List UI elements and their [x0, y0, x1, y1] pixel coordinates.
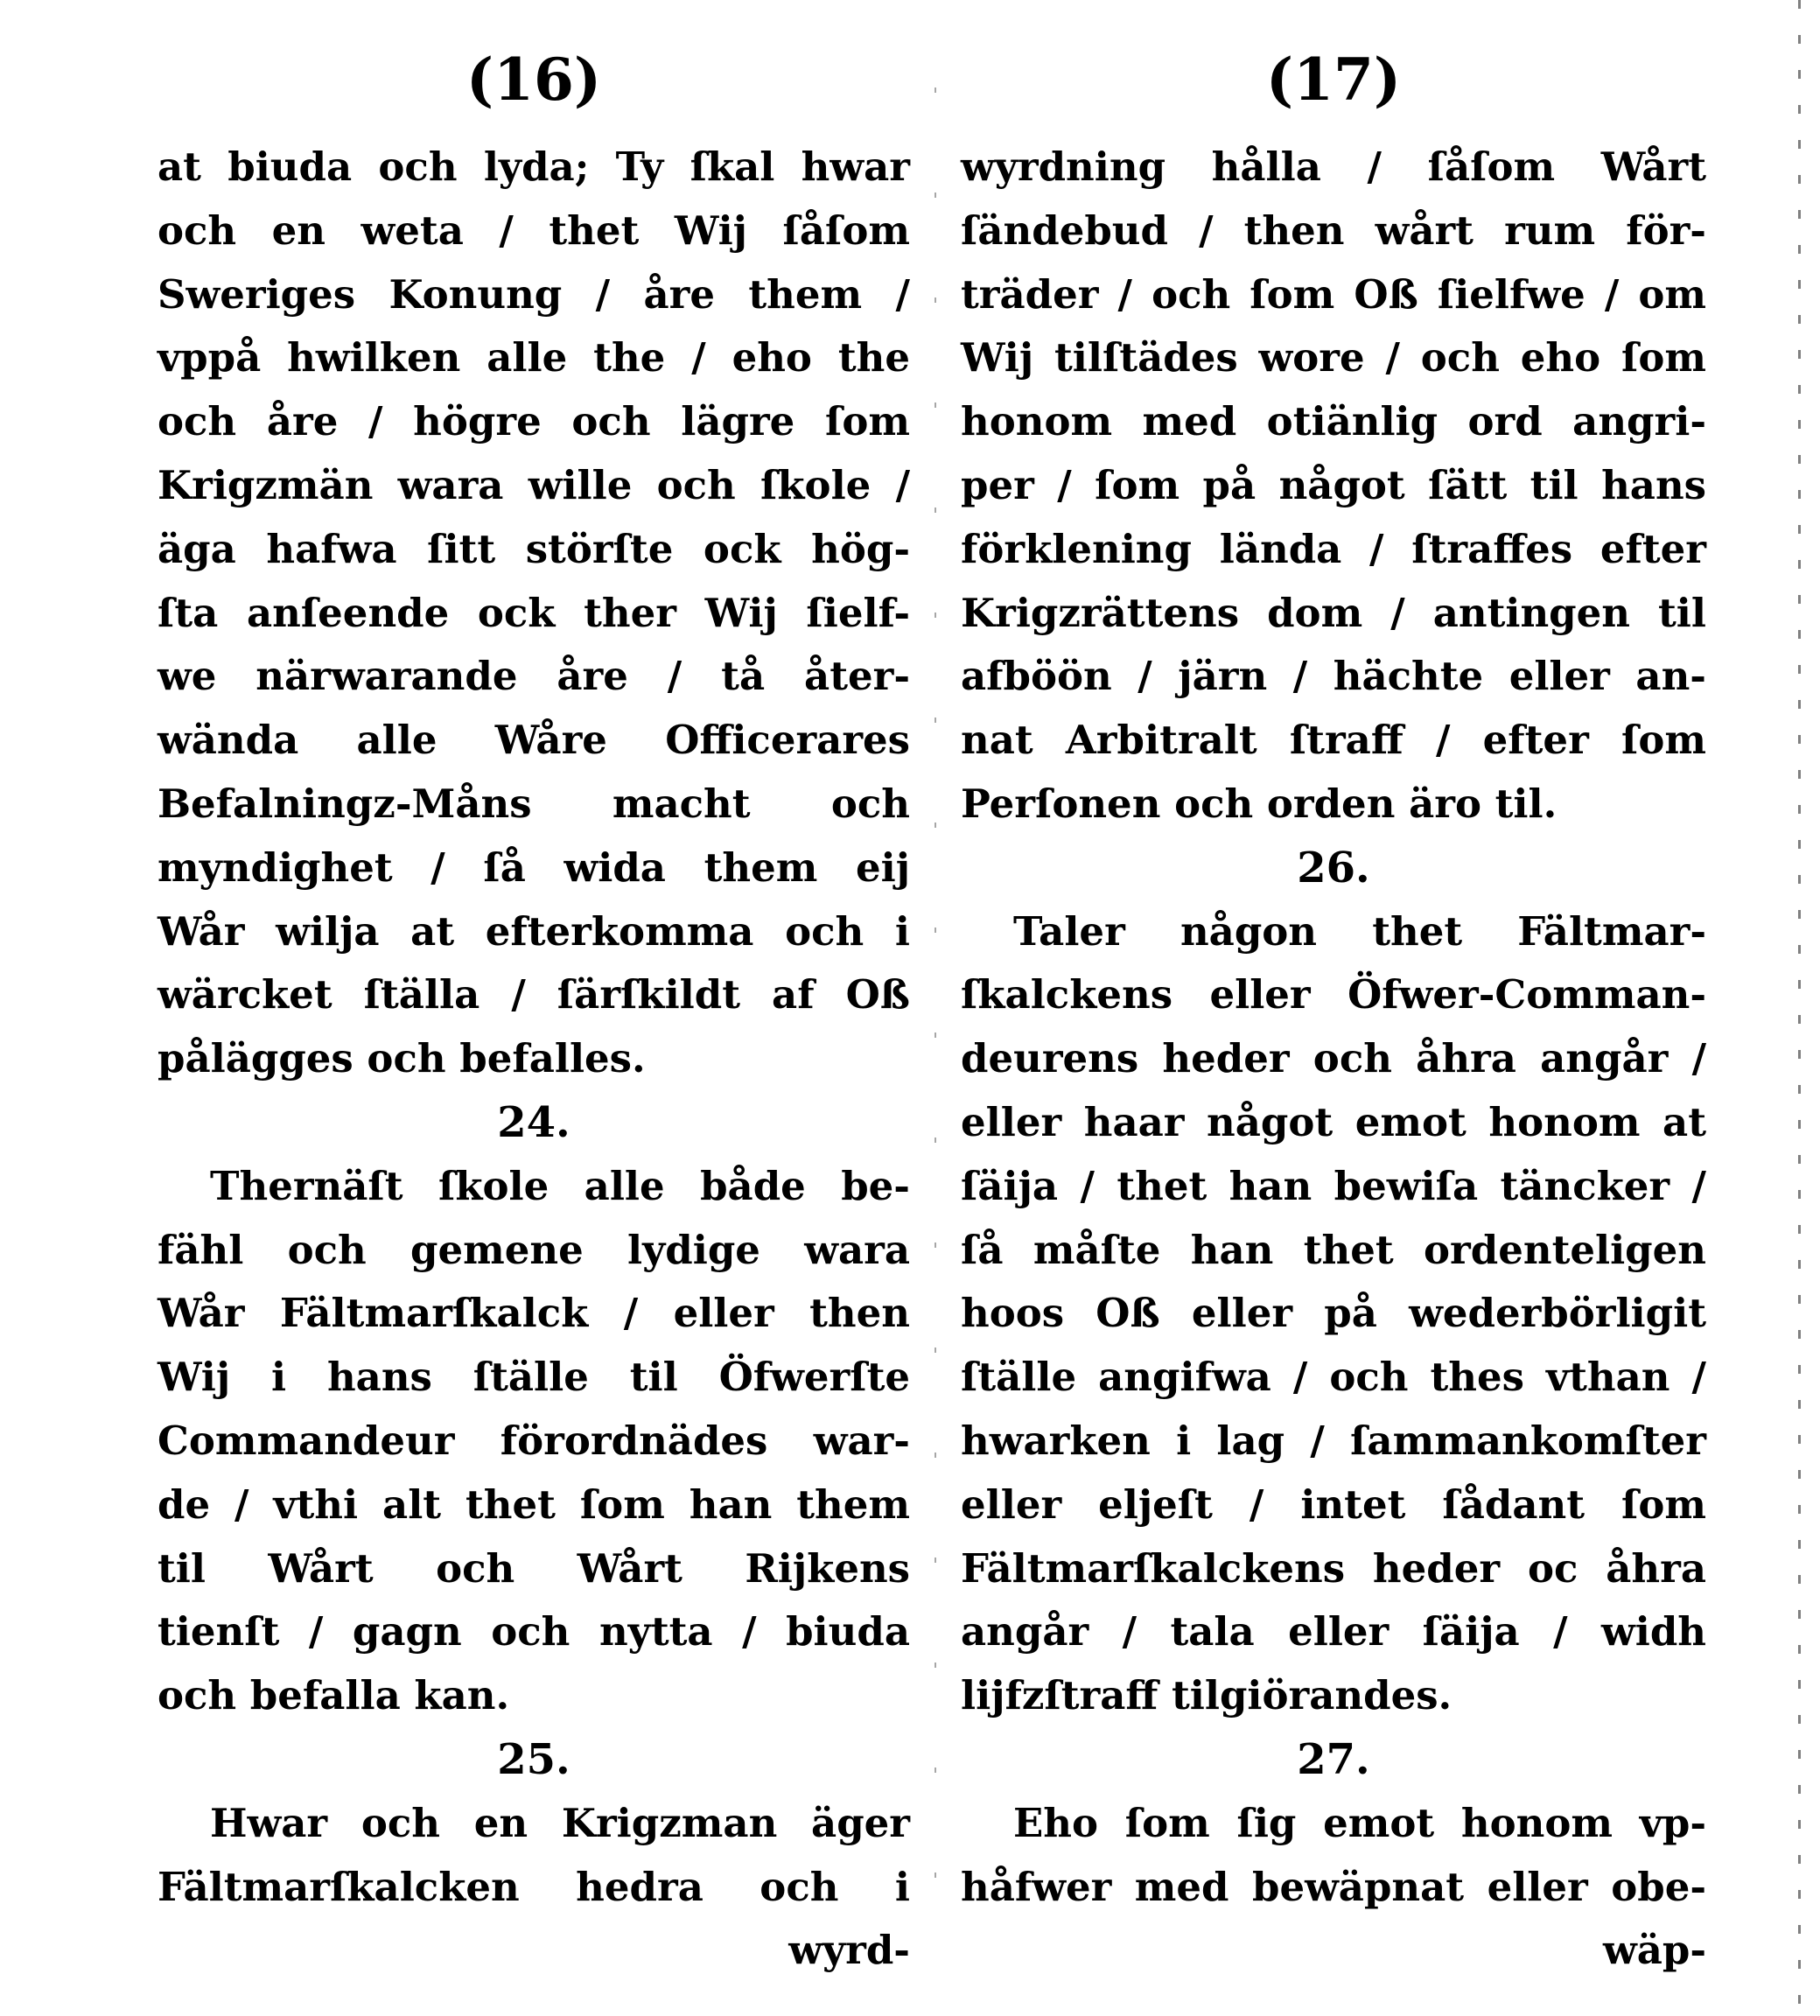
section-number: 25.	[497, 1735, 570, 1784]
text-line: at biuda och lyda; Ty ſkal hwar	[158, 144, 910, 190]
text-line: håfwer med bewäpnat eller obe-	[961, 1863, 1706, 1910]
text-line: pålägges och befalles.	[158, 1035, 646, 1082]
text-line: ſtälle angifwa / och thes vthan /	[961, 1354, 1706, 1401]
gutter-divider	[934, 88, 936, 1925]
section-number: 26.	[1297, 843, 1370, 892]
text-line: myndighet / ſå wida them eij	[158, 844, 910, 891]
text-line: deurens heder och åhra angår /	[961, 1035, 1706, 1082]
text-line: och åre / högre och lägre ſom	[158, 398, 910, 445]
text-line: Taler någon thet Fältmar-	[1013, 907, 1706, 955]
text-line: we närwarande åre / tå åter-	[158, 653, 910, 700]
section-number: 27.	[1297, 1735, 1370, 1784]
text-line: wyrdning hålla / ſåſom Wårt	[961, 144, 1706, 190]
text-line: Wij i hans ſtälle til Öfwerſte	[158, 1354, 910, 1401]
text-line: honom med otiänlig ord angri-	[961, 398, 1706, 445]
text-line: Krigzmän wara wille och ſkole /	[158, 462, 910, 508]
text-line: Hwar och en Krigzman äger	[210, 1799, 910, 1846]
page-number: (16)	[466, 46, 602, 114]
section-number: 24.	[497, 1098, 570, 1147]
text-line: vppå hwilken alle the / eho the	[158, 334, 910, 382]
text-line: Eho ſom ſig emot honom vp-	[1013, 1799, 1706, 1846]
text-line: och befalla kan.	[158, 1672, 510, 1719]
text-line: ſändebud / then wårt rum för-	[961, 206, 1706, 254]
text-line: hoos Oß eller på wederbörligit	[961, 1290, 1706, 1337]
text-line: äga hafwa ſitt störſte ock hög-	[158, 525, 910, 572]
text-line: afböön / järn / hächte eller an-	[961, 653, 1706, 700]
catchword: wäp-	[1602, 1927, 1706, 1974]
text-line: Fältmarſkalckens heder oc åhra	[961, 1544, 1706, 1592]
scan-edge	[1798, 0, 1801, 2016]
text-line: Perſonen och orden äro til.	[961, 780, 1558, 827]
text-line: och en weta / thet Wij ſåſom	[158, 206, 910, 254]
text-line: Wij tilſtädes wore / och eho ſom	[961, 334, 1706, 382]
text-line: Befalningz-Måns macht och	[158, 780, 910, 827]
catchword: wyrd-	[788, 1927, 910, 1974]
text-line: Fältmarſkalcken hedra och i	[158, 1863, 910, 1910]
text-line: Wår wilja at efterkomma och i	[158, 907, 910, 955]
text-line: träder / och ſom Oß ſielfwe / om	[961, 270, 1706, 318]
text-line: Krigzrättens dom / antingen til	[961, 589, 1706, 636]
text-line: til Wårt och Wårt Rijkens	[158, 1544, 910, 1592]
text-line: ſkalckens eller Öfwer-Comman-	[961, 971, 1706, 1018]
text-line: Wår Fältmarſkalck / eller then	[158, 1290, 910, 1337]
text-line: de / vthi alt thet ſom han them	[158, 1480, 910, 1528]
text-line: ſta anſeende ock ther Wij ſielf-	[158, 589, 910, 636]
text-line: ſå måſte han thet ordenteligen	[961, 1226, 1706, 1273]
text-line: Thernäſt ſkole alle både be-	[210, 1162, 910, 1209]
text-line: eller eljeſt / intet ſådant ſom	[961, 1480, 1706, 1528]
text-line: wärcket ſtälla / ſärſkildt af Oß	[158, 971, 910, 1018]
right-page	[961, 0, 1706, 2016]
text-line: hwarken i lag / ſammankomſter	[961, 1418, 1706, 1464]
text-line: fähl och gemene lydige wara	[158, 1226, 910, 1273]
text-line: per / ſom på något ſätt til hans	[961, 462, 1706, 508]
text-line: Sweriges Konung / åre them /	[158, 270, 910, 318]
text-line: förklening lända / ſtraffes efter	[961, 525, 1706, 572]
text-line: wända alle Wåre Officerares	[158, 717, 910, 764]
text-line: eller haar något emot honom at	[961, 1099, 1706, 1145]
left-page	[158, 0, 910, 2016]
text-line: angår / tala eller ſäija / widh	[961, 1608, 1706, 1656]
text-line: lijfzſtraff tilgiörandes.	[961, 1672, 1452, 1719]
text-line: nat Arbitralt ſtraff / efter ſom	[961, 717, 1706, 764]
page-number: (17)	[1265, 46, 1402, 114]
text-line: Commandeur förordnädes war-	[158, 1418, 910, 1464]
text-line: tienſt / gagn och nytta / biuda	[158, 1608, 910, 1656]
text-line: ſäija / thet han bewiſa täncker /	[961, 1162, 1706, 1209]
